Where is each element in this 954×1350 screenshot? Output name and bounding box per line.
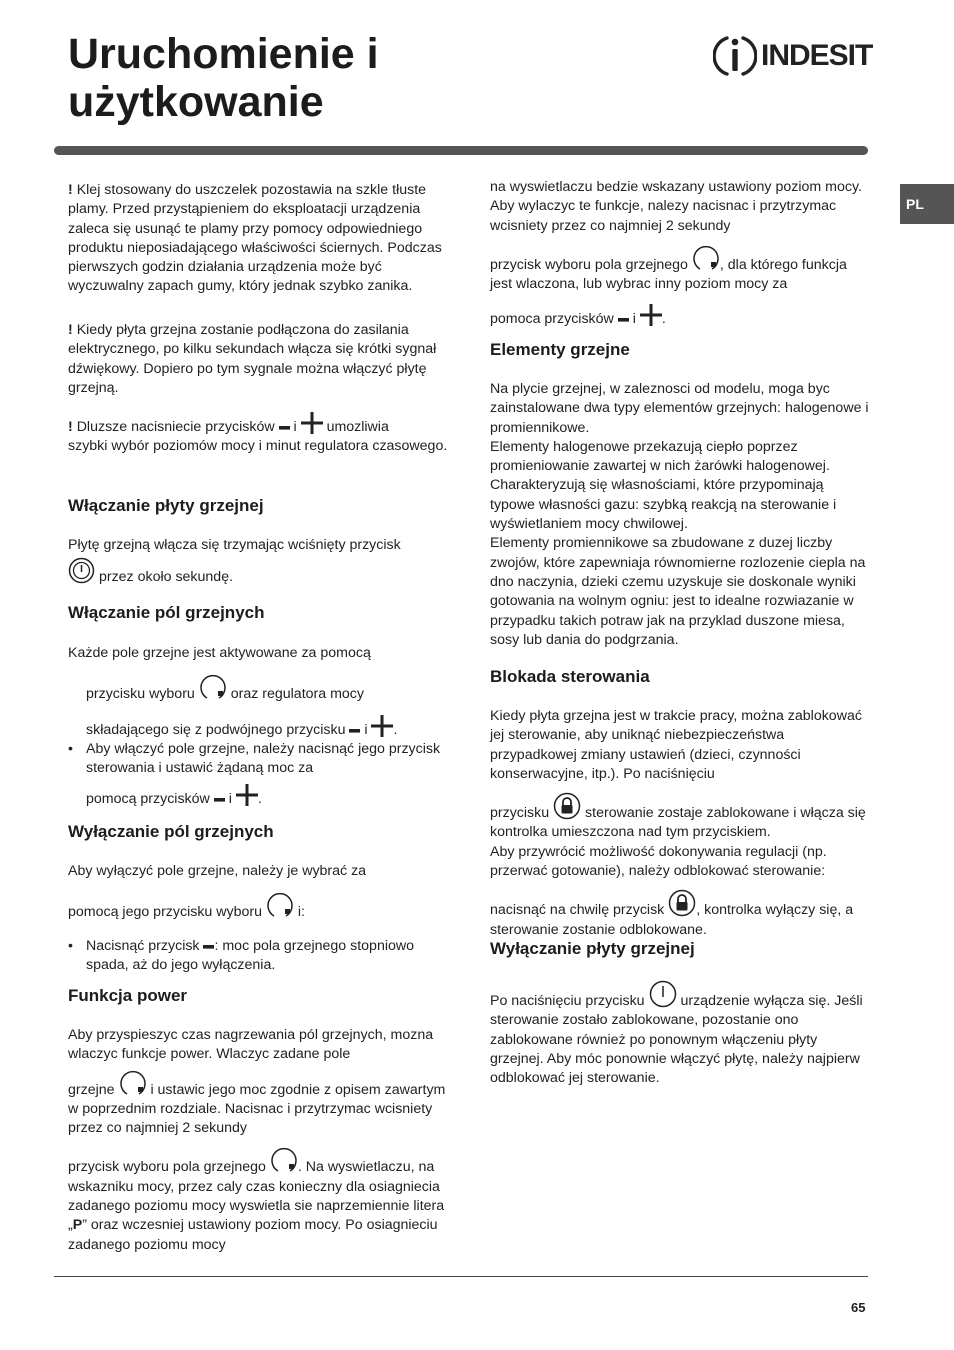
section-heating-elements-body bbox=[490, 380, 870, 650]
heating-elements-text: Na plycie grzejnej, w zaleznosci od modelu, moga byc zainstalowane dwa typy elementów grzejnych: halogenowe i promiennikowe. bbox=[490, 381, 869, 436]
heading-power-on: Włączanie płyty grzejnej bbox=[68, 496, 264, 515]
heading-zones-off: Wyłączanie pól grzejnych bbox=[68, 822, 274, 841]
power-icon bbox=[68, 557, 95, 584]
power-function-text: przycisk wyboru pola grzejnego bbox=[68, 1159, 266, 1176]
section-power-off-body bbox=[490, 980, 870, 1088]
warning-long-press-text: umozliwia bbox=[326, 419, 389, 435]
and-word: i bbox=[364, 721, 368, 738]
brand-logo-mark-icon bbox=[713, 33, 757, 79]
zones-off-text: Aby wyłączyć pole grzejne, należy je wybrać za bbox=[68, 863, 367, 879]
warning-mark: ! bbox=[68, 419, 73, 435]
control-unlock-text: Aby przywrócić możliwość dokonywania regulacji (np. przerwać gotowanie), należy odblokować sterowanie: bbox=[490, 843, 827, 880]
section-zones-off bbox=[68, 821, 448, 843]
power-function-text: i ustawic jego moc zgodnie z opisem zawartym w poprzednim rozdziale. Nacisnac i przytrzymac wcisniety przez co najmniej 2 sekundy bbox=[68, 1081, 446, 1137]
section-power-function-body bbox=[68, 1026, 448, 1255]
power-function-text: . Na wyswietlaczu, na wskazniku mocy, przez caly czas konieczny dla osiagniecia zadanego poziomu mocy wyswietla sie naprzemiennie litera „ bbox=[68, 1159, 445, 1234]
header-divider bbox=[54, 146, 868, 155]
zone-select-icon bbox=[692, 244, 720, 272]
heading-power-off: Wyłączanie płyty grzejnej bbox=[490, 939, 695, 958]
bullet-activate-zone bbox=[68, 740, 448, 779]
minus-icon bbox=[349, 725, 360, 737]
power-function-text: . bbox=[661, 311, 666, 328]
lock-icon bbox=[553, 792, 581, 820]
power-function-continued bbox=[490, 178, 870, 330]
section-power-off bbox=[490, 938, 870, 960]
zone-select-icon bbox=[266, 891, 294, 919]
section-heating-elements bbox=[490, 339, 870, 361]
section-power-function bbox=[68, 985, 448, 1007]
warning-glue-text: Klej stosowany do uszczelek pozostawia na szkle tłuste plamy. Przed przystąpieniem do eksploatacji urządzenia zaleca się usunąć te plamy przy pomocy odpowiedniego produktu nieposiadającego właściwości ściernych. Podczas pierwszych godzin działania urządzenia może być wyczuwalny zapach gumy, który jednak szybko zanika. bbox=[68, 182, 442, 295]
control-lock-text: sterowanie zostaje zablokowane i włącza się kontrolka umieszczona nad tym przyciskiem. bbox=[490, 805, 866, 841]
plus-icon bbox=[640, 304, 662, 326]
section-power-on-body bbox=[68, 536, 448, 588]
control-unlock-text: , kontrolka wyłączy się, a sterowanie zostanie odblokowane. bbox=[490, 902, 854, 938]
letter-p: P bbox=[72, 1217, 83, 1234]
zones-on-text: przycisku wyboru bbox=[86, 686, 195, 703]
power-function-text: grzejne bbox=[68, 1081, 115, 1098]
warning-long-press-text: Dluzsze nacisniecie przycisków bbox=[76, 419, 275, 435]
and-word: i bbox=[228, 791, 232, 808]
warning-long-press bbox=[68, 412, 448, 457]
power-function-text: , dla którego funkcja jest wlaczona, lub wybrac inny poziom mocy za bbox=[490, 256, 847, 293]
and-word: i bbox=[632, 311, 636, 328]
warning-power-on-text: Kiedy płyta grzejna zostanie podłączona do zasilania elektrycznego, po kilku sekundach włącza się krótki sygnał dźwiękowy. Dopiero po tym sygnale można włączyć płytę grzejną. bbox=[68, 322, 437, 396]
zones-on-text: składającego się z podwójnego przycisku bbox=[86, 721, 346, 738]
zones-off-text: i: bbox=[297, 904, 305, 921]
power-off-text: urządzenie wyłącza się. Jeśli sterowanie zostało zablokowane, pozostanie ono zablokowane również po ponownym włączeniu płyty grzejnej. Aby móc ponownie włączyć płytę, należy najpierw odblokować jej sterowanie. bbox=[490, 993, 863, 1087]
zone-select-icon bbox=[119, 1069, 147, 1097]
bullet-text: Nacisnąć przycisk bbox=[86, 937, 200, 954]
section-zones-off-body bbox=[68, 862, 448, 975]
power-off-text: Po naciśnięciu przycisku bbox=[490, 993, 645, 1009]
bullet-text: . bbox=[257, 791, 262, 808]
control-lock-text: Kiedy płyta grzejna jest w trakcie pracy, można zablokować jej sterowanie, aby uniknąć niebezpieczeństwa przypadkowej zmiany ustawień (dzieci, czynności konserwacyjne, itp.). Po naciśnięciu bbox=[490, 708, 862, 782]
minus-icon bbox=[214, 794, 225, 806]
heading-zones-on: Włączanie pól grzejnych bbox=[68, 603, 265, 622]
control-lock-text: przycisku bbox=[490, 805, 550, 822]
page-title bbox=[68, 30, 379, 126]
bullet-text: : moc pola grzejnego stopniowo spada, aż do jego wyłączenia. bbox=[86, 937, 415, 973]
power-on-text: Płytę grzejną włącza się trzymając wciśnięty przycisk bbox=[68, 537, 401, 553]
radiant-elements-text: Elementy promiennikowe sa zbudowane z duzej liczby zwojów, które zapewniaja równomierne rozlozenie ciepla na dno naczynia, dzieki czemu uzyskuje sie doskonale wyniki gotowania na wolnym ogniu: jest to idealne rozwiazanie w przypadku takich potraw jak na przyklad duszone miesa, sosy lub dania do podgrzania. bbox=[490, 535, 866, 648]
zones-on-text: . bbox=[393, 721, 398, 738]
section-control-lock bbox=[490, 666, 870, 688]
zones-on-text: oraz regulatora mocy bbox=[230, 686, 364, 703]
heading-heating-elements: Elementy grzejne bbox=[490, 340, 630, 359]
section-zones-on bbox=[68, 602, 448, 624]
title-line-1: Uruchomienie i bbox=[68, 30, 379, 78]
warning-power-on bbox=[68, 321, 448, 398]
heading-power-function: Funkcja power bbox=[68, 986, 188, 1005]
warning-mark: ! bbox=[68, 182, 73, 198]
power-function-text: na wyswietlaczu bedzie wskazany ustawiony poziom mocy. Aby wylaczyc te funkcje, nalezy nacisnac i przytrzymac wcisniety przez co najmniej 2 sekundy bbox=[490, 179, 862, 234]
language-tab: PL bbox=[900, 184, 954, 224]
plus-icon bbox=[301, 412, 323, 434]
bullet-text: pomocą przycisków bbox=[86, 791, 210, 808]
minus-icon bbox=[203, 941, 214, 953]
power-icon bbox=[649, 980, 677, 1008]
minus-icon bbox=[279, 422, 290, 434]
zones-on-text: Każde pole grzejne jest aktywowane za pomocą bbox=[68, 645, 371, 661]
warning-glue bbox=[68, 181, 448, 297]
power-function-text: Aby przyspieszyc czas nagrzewania pól grzejnych, mozna wlaczyc funkcje power. Wlaczyc zadane pole bbox=[68, 1027, 434, 1063]
zone-select-icon bbox=[199, 673, 227, 701]
zone-select-icon bbox=[270, 1146, 298, 1174]
warning-long-press-text: szybki wybór poziomów mocy i minut regulatora czasowego. bbox=[68, 438, 448, 455]
plus-icon bbox=[236, 784, 258, 806]
plus-icon bbox=[371, 715, 393, 737]
title-line-2: użytkowanie bbox=[68, 78, 324, 126]
power-function-text: przycisk wyboru pola grzejnego bbox=[490, 256, 688, 273]
bullet-text: Aby włączyć pole grzejne, należy nacisnąć jego przycisk sterowania i ustawić żądaną moc za bbox=[86, 740, 441, 777]
zones-off-text: pomocą jego przycisku wyboru bbox=[68, 904, 262, 921]
power-function-text: pomoca przycisków bbox=[490, 311, 614, 328]
power-function-text: ” oraz wczesniej ustawiony poziom mocy. Po osiagnieciu zadanego poziomu mocy bbox=[68, 1217, 438, 1253]
brand-name: INDESIT bbox=[761, 39, 873, 72]
heading-control-lock: Blokada sterowania bbox=[490, 667, 650, 686]
section-power-on bbox=[68, 495, 448, 517]
control-unlock-text: nacisnąć na chwilę przycisk bbox=[490, 902, 665, 919]
minus-icon bbox=[618, 314, 629, 326]
brand-logo bbox=[713, 33, 873, 79]
bullet-press-minus bbox=[68, 937, 448, 976]
lock-icon bbox=[668, 889, 696, 917]
halogen-elements-text: Elementy halogenowe przekazują ciepło poprzez promieniowanie zawartej w nich żarówki halogenowej. Charakteryzują się własnościami, które przypominają typowe własności gazu: szybką reakcją na sterowanie i wyświetlaniem mocy chwilowej. bbox=[490, 438, 837, 533]
warning-mark: ! bbox=[68, 322, 73, 338]
and-word: i bbox=[293, 419, 297, 435]
power-on-text: przez około sekundę. bbox=[98, 569, 234, 586]
section-control-lock-body bbox=[490, 707, 870, 940]
footer-divider bbox=[54, 1276, 868, 1277]
page-number: 65 bbox=[851, 1300, 866, 1315]
section-zones-on-body bbox=[68, 644, 448, 810]
